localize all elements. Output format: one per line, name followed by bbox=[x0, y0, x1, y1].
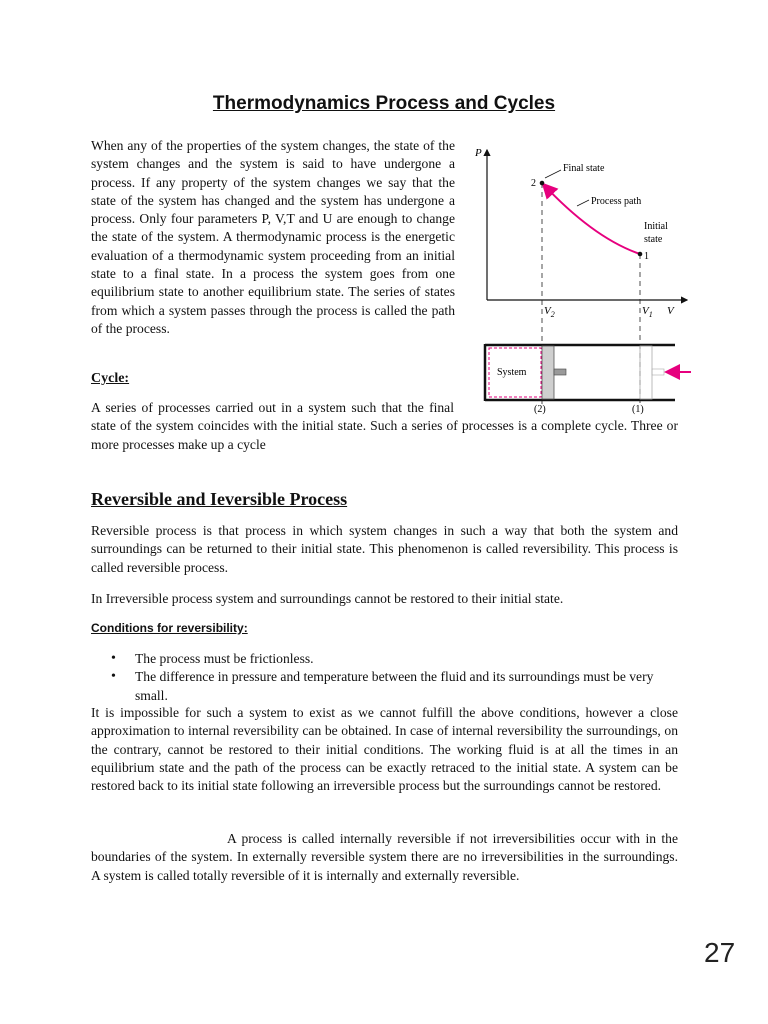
position-2-label: (2) bbox=[534, 404, 546, 415]
reversible-paragraph: Reversible process is that process in which system changes in such a way that both the system and surroundings can be returned to their initial state. This phenomenon is called reversibility. This process is called reversible process. bbox=[91, 523, 678, 575]
process-diagram bbox=[465, 142, 693, 416]
irreversible-paragraph: In Irreversible process system and surroundings cannot be restored to their initial state. bbox=[91, 591, 564, 606]
piston-cylinder-device bbox=[485, 344, 691, 415]
v2-label: $V_2$ bbox=[544, 305, 555, 319]
system-label: System bbox=[497, 367, 527, 378]
final-state-leader bbox=[545, 170, 561, 178]
piston-initial-outline bbox=[640, 346, 652, 399]
final-state-label: Final state bbox=[563, 163, 605, 174]
intro-paragraph: When any of the properties of the system changes, the state of the system changes and the system is said to have undergone a process. If any property of the system changes we say that the state of the system has changed and the system has undergone a process. Only four parameters P, V,T and U are enough to change the state of the system. A thermodynamic process is the energetic evaluation of a thermodynamic system proceeding from an initial state to a final state. In a process the system goes from one equilibrium state to another equilibrium state. The series of states from which a system passes through the process is called the path of the process. bbox=[91, 138, 455, 336]
state-point-2 bbox=[540, 181, 545, 186]
rod-initial-outline bbox=[652, 369, 664, 375]
body-paragraph: It is impossible for such a system to exist as we cannot fulfill the above conditions, however a close approximation to internal reversibility can be obtained. In case of internal reversibility the surroundings, on the contrary, cannot be restored to their initial conditions. The working fluid is at all the times in an equilibrium state and the path of the process can be exactly retraced to the initial state. A system can be restored back to its initial state following an irreversible process but the surroundings cannot be restored. bbox=[91, 705, 678, 794]
piston-rod bbox=[554, 369, 566, 375]
cycle-heading: Cycle: bbox=[91, 371, 130, 386]
v1-label: $V_1$ bbox=[642, 305, 653, 319]
conditions-heading: Conditions for reversibility: bbox=[91, 621, 248, 635]
point-1-label: 1 bbox=[644, 251, 649, 262]
v-axis-label: V bbox=[667, 305, 674, 317]
process-path-leader bbox=[577, 200, 589, 206]
page-number: 27 bbox=[704, 937, 736, 968]
piston-head bbox=[542, 346, 554, 399]
process-path-label: Process path bbox=[591, 196, 642, 207]
condition-item: • The difference in pressure and temperature between the fluid and its surroundings must be very small. bbox=[91, 668, 678, 705]
process-path-curve bbox=[543, 184, 640, 254]
initial-state-label-2: state bbox=[644, 234, 663, 245]
internal-reversible-paragraph: A process is called internally reversible if not irreversibilities occur with in the boundaries of the system. In externally reversible system there are no irreversibilities in the surroundings. A system is called totally reversible of it is internally and externally reversible. bbox=[91, 831, 678, 883]
condition-item: • The process must be frictionless. bbox=[91, 650, 678, 668]
initial-state-label: Initial bbox=[644, 221, 668, 232]
cycle-paragraph-text: A series of processes carried out in a system such that the final state of the system coincides with the initial state. Such a series of processes is a complete cycle. Three or more processes make up a cycle bbox=[91, 400, 678, 452]
page-title: Thermodynamics Process and Cycles bbox=[212, 93, 556, 114]
conditions-list bbox=[91, 650, 678, 705]
position-1-label: (1) bbox=[632, 404, 644, 415]
point-2-label: 2 bbox=[531, 178, 536, 189]
p-axis-label: P bbox=[475, 147, 482, 159]
state-point-1 bbox=[638, 252, 643, 257]
reversible-heading: Reversible and Ieversible Process bbox=[91, 489, 348, 509]
